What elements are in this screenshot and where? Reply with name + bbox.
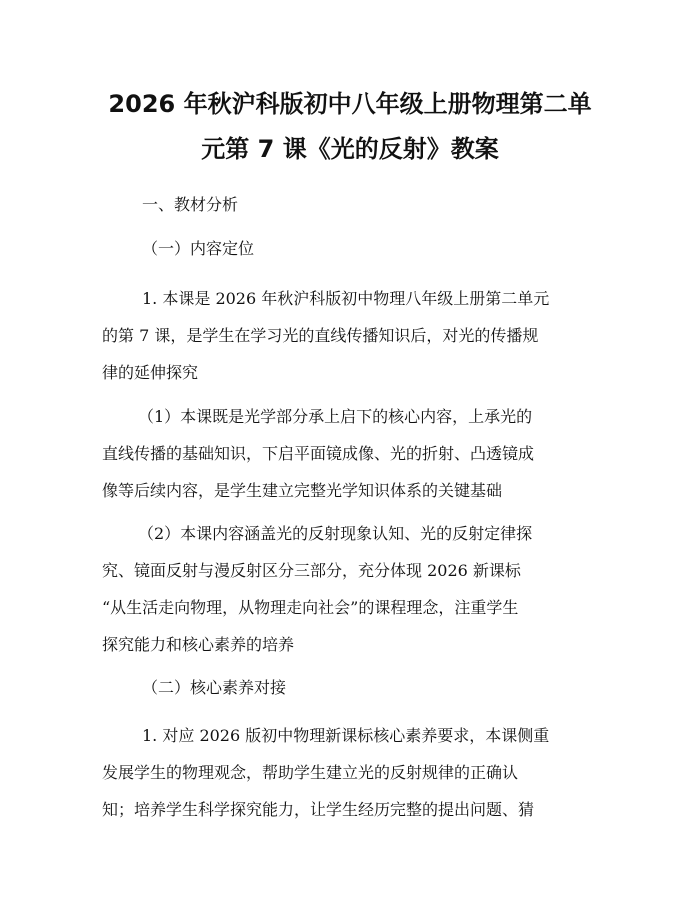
paragraph-4 bbox=[102, 717, 598, 828]
title-line-1: 2026 年秋沪科版初中八年级上册物理第二单 bbox=[108, 90, 592, 118]
subsection-heading-core-competencies: （二）核心素养对接 bbox=[142, 678, 287, 697]
document-title bbox=[102, 0, 598, 172]
section-heading-textbook-analysis: 一、教材分析 bbox=[142, 195, 239, 214]
subsection-heading-content-positioning: （一）内容定位 bbox=[142, 239, 255, 258]
paragraph-4-line: 知；培养学生科学探究能力，让学生经历完整的提出问题、猜 bbox=[102, 800, 535, 819]
paragraph-4-line: 发展学生的物理观念，帮助学生建立光的反射规律的正确认 bbox=[102, 763, 519, 782]
paragraph-2-line: 直线传播的基础知识，下启平面镜成像、光的折射、凸透镜成 bbox=[102, 444, 535, 463]
paragraph-3-line: 探究能力和核心素养的培养 bbox=[102, 635, 295, 654]
paragraph-2 bbox=[102, 398, 598, 509]
paragraph-3-line: （2）本课内容涵盖光的反射现象认知、光的反射定律探 bbox=[138, 524, 533, 543]
title-line-2: 元第 7 课《光的反射》教案 bbox=[201, 135, 499, 163]
paragraph-1-line: 的第 7 课，是学生在学习光的直线传播知识后，对光的传播规 bbox=[102, 326, 539, 345]
paragraph-1-line: 律的延伸探究 bbox=[102, 363, 199, 382]
paragraph-3-line: 究、镜面反射与漫反射区分三部分，充分体现 2026 新课标 bbox=[102, 561, 521, 580]
paragraph-4-line: 1. 对应 2026 版初中物理新课标核心素养要求，本课侧重 bbox=[142, 726, 550, 745]
paragraph-2-line: （1）本课既是光学部分承上启下的核心内容，上承光的 bbox=[138, 407, 533, 426]
paragraph-2-line: 像等后续内容，是学生建立完整光学知识体系的关键基础 bbox=[102, 481, 503, 500]
paragraph-1-line: 1. 本课是 2026 年秋沪科版初中物理八年级上册第二单元 bbox=[142, 289, 550, 308]
paragraph-3-line: “从生活走向物理，从物理走向社会”的课程理念，注重学生 bbox=[102, 598, 519, 617]
paragraph-1 bbox=[102, 280, 598, 391]
paragraph-3 bbox=[102, 515, 598, 663]
